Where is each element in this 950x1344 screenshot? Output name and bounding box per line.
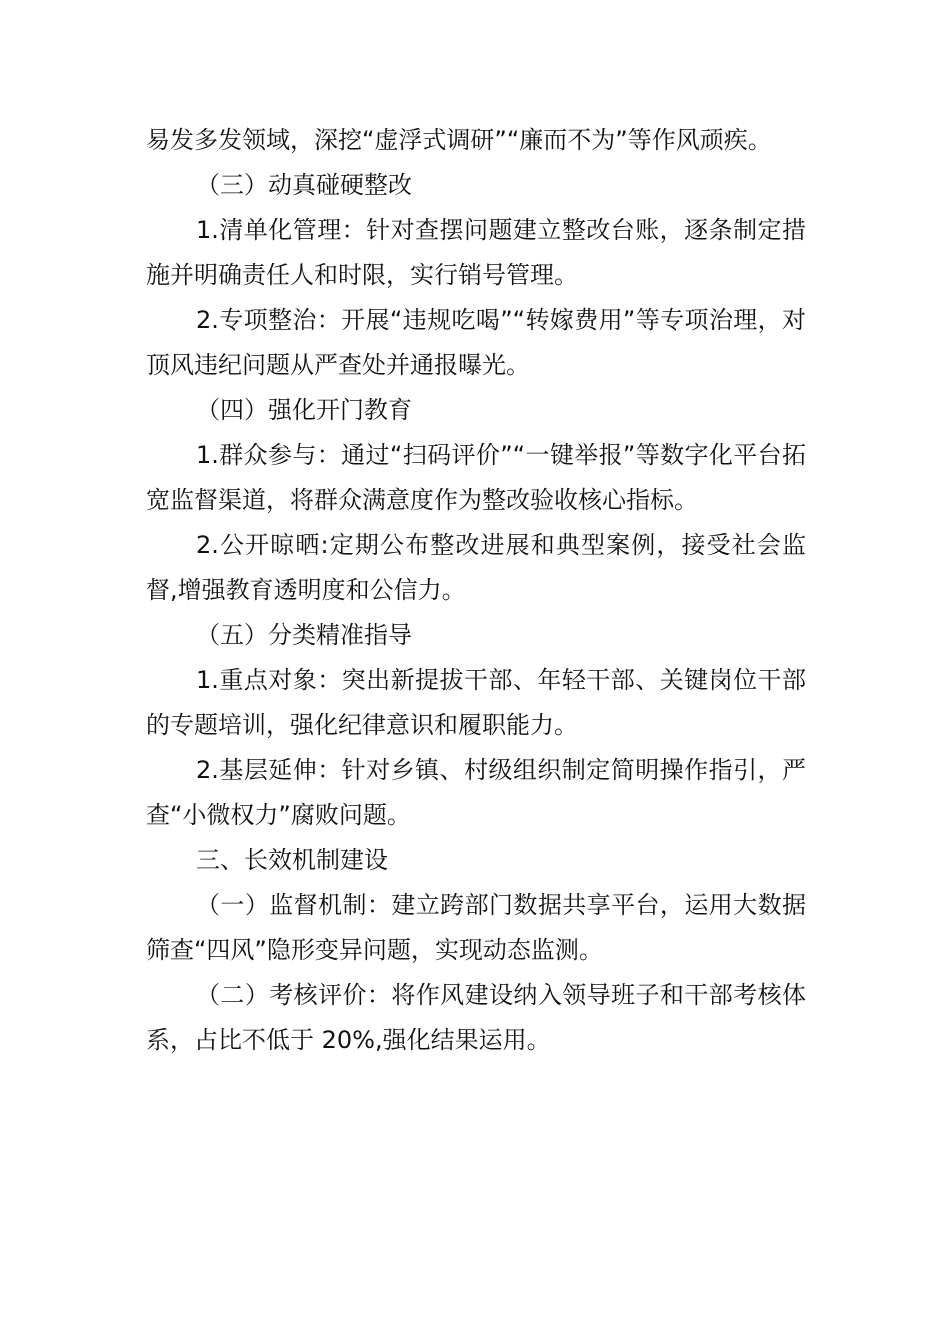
section-heading-5: （五）分类精准指导 (196, 621, 412, 649)
section-heading-3: （三）动真碰硬整改 (196, 171, 412, 199)
paragraph-special-rectification: 2.专项整治：开展“违规吃喝”“转嫁费用”等专项治理，对顶风违纪问题从严查处并通报曝光。 (146, 306, 806, 379)
paragraph-public-disclosure: 2.公开晾晒:定期公布整改进展和典型案例，接受社会监督,增强教育透明度和公信力。 (146, 531, 806, 604)
section-heading-4: （四）强化开门教育 (196, 396, 412, 424)
paragraph-list-management: 1.清单化管理：针对查摆问题建立整改台账，逐条制定措施并明确责任人和时限，实行销号管理。 (146, 216, 806, 289)
chapter-heading-3: 三、长效机制建设 (196, 846, 388, 874)
paragraph-continuation: 易发多发领域，深挖“虚浮式调研”“廉而不为”等作风顽疾。 (146, 126, 772, 154)
document-body (146, 118, 806, 1063)
paragraph-key-targets: 1.重点对象：突出新提拔干部、年轻干部、关键岗位干部的专题培训，强化纪律意识和履职能力。 (146, 666, 806, 739)
paragraph-grassroots-extension: 2.基层延伸：针对乡镇、村级组织制定简明操作指引，严查“小微权力”腐败问题。 (146, 756, 806, 829)
paragraph-public-participation: 1.群众参与：通过“扫码评价”“一键举报”等数字化平台拓宽监督渠道，将群众满意度作为整改验收核心指标。 (146, 441, 806, 514)
paragraph-assessment-evaluation: （二）考核评价：将作风建设纳入领导班子和干部考核体系，占比不低于 20%,强化结果运用。 (146, 981, 806, 1054)
paragraph-supervision-mechanism: （一）监督机制：建立跨部门数据共享平台，运用大数据筛查“四风”隐形变异问题，实现动态监测。 (146, 891, 806, 964)
